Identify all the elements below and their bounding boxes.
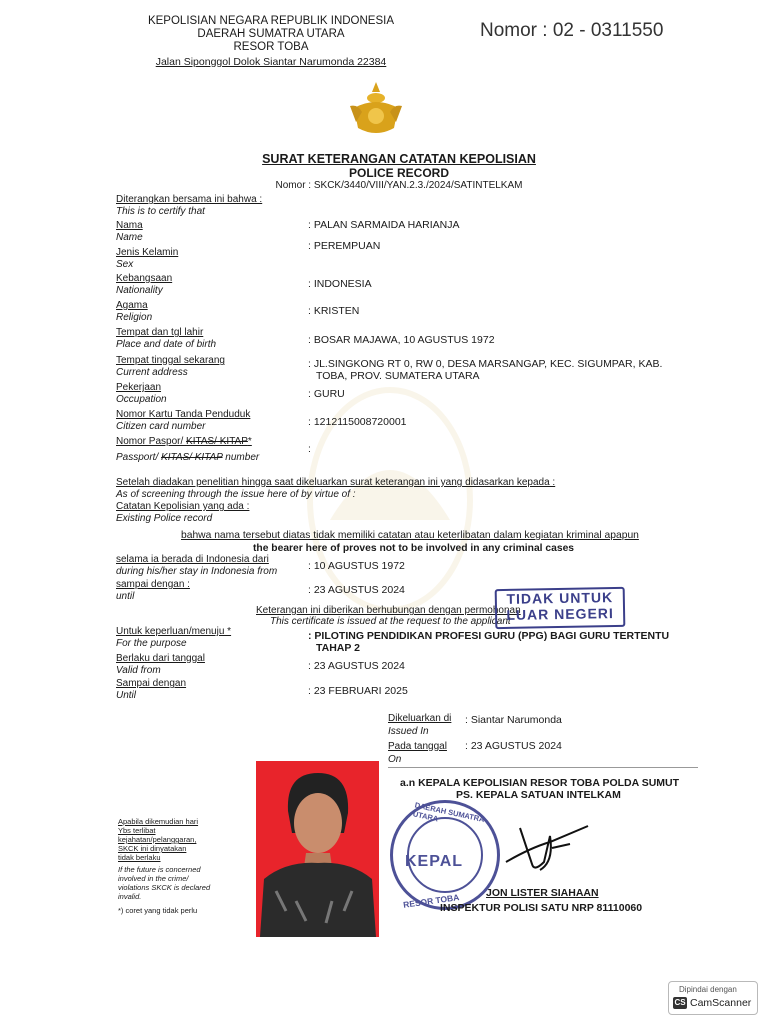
police-crest-icon bbox=[346, 78, 406, 140]
field-sex-value: PEREMPUAN bbox=[313, 240, 381, 252]
divider bbox=[388, 767, 698, 768]
field-passport-label: Nomor Paspor/ KITAS/ KITAP* bbox=[116, 436, 252, 447]
valid-from-value: : 23 AGUSTUS 2024 bbox=[308, 660, 405, 672]
issued-in-label-en: Issued In bbox=[388, 726, 429, 737]
issued-date-label-en: On bbox=[388, 754, 402, 765]
field-passport-label-en: Passport/ KITAS/ KITAP number bbox=[116, 452, 260, 463]
field-nik-label-en: Citizen card number bbox=[116, 421, 206, 432]
purpose-value-line2: TAHAP 2 bbox=[316, 642, 360, 654]
request-en: This certificate is issued at the request to the applicant bbox=[270, 616, 511, 627]
signatory-name: JON LISTER SIAHAAN bbox=[486, 887, 599, 899]
field-address-label-en: Current address bbox=[116, 367, 188, 378]
document-subtitle: POLICE RECORD bbox=[348, 166, 449, 180]
issued-date-value: : 23 AGUSTUS 2024 bbox=[465, 740, 562, 752]
note-footnote: *) coret yang tidak perlu bbox=[118, 906, 198, 915]
field-nationality-label: Kebangsaan bbox=[116, 273, 173, 284]
screening-en: As of screening through the issue here of by virtue of : bbox=[116, 489, 356, 500]
field-address-label: Tempat tinggal sekarang bbox=[116, 355, 225, 366]
note-line6: If the future is concerned bbox=[118, 865, 201, 874]
field-occupation-label: Pekerjaan bbox=[116, 382, 162, 393]
record-statement-id: bahwa nama tersebut diatas tidak memiliki catatan atau keterlibatan dalam kegiatan kriminal apapun bbox=[181, 530, 639, 541]
field-nik-label: Nomor Kartu Tanda Penduduk bbox=[116, 409, 251, 420]
stay-from-value: : 10 AGUSTUS 1972 bbox=[308, 560, 405, 572]
field-sex-label-en: Sex bbox=[116, 259, 134, 270]
note-line9: invalid. bbox=[118, 892, 142, 901]
issued-in-value: : Siantar Narumonda bbox=[465, 714, 562, 726]
header-address: Jalan Siponggol Dolok Siantar Narumonda 22384 bbox=[155, 56, 387, 68]
issued-date-label: Pada tanggal bbox=[388, 741, 447, 752]
note-line5: tidak berlaku bbox=[118, 853, 161, 862]
purpose-value: PILOTING PENDIDIKAN PROFESI GURU (PPG) BAGI GURU TERTENTU bbox=[314, 630, 670, 642]
applicant-portrait-icon bbox=[256, 761, 379, 937]
note-line1: Apabila dikemudian hari bbox=[118, 817, 199, 826]
field-religion-label-en: Religion bbox=[116, 312, 153, 323]
field-birth-label-en: Place and date of birth bbox=[116, 339, 217, 350]
record-id: Catatan Kepolisian yang ada : bbox=[116, 501, 250, 512]
note-line3: kejahatan/pelanggaran, bbox=[118, 835, 197, 844]
valid-from-id: Berlaku dari tanggal bbox=[116, 653, 205, 664]
field-birth-label: Tempat dan tgl lahir bbox=[116, 327, 204, 338]
record-en: Existing Police record bbox=[116, 513, 213, 524]
purpose-en: For the purpose bbox=[116, 638, 187, 649]
note-line2: Ybs terlibat bbox=[118, 826, 156, 835]
request-id: Keterangan ini diberikan berhubungan dengan permohonan bbox=[256, 605, 521, 616]
document-serial-number: Nomor : 02 - 0311550 bbox=[480, 20, 664, 41]
field-address-value: JL.SINGKONG RT 0, RW 0, DESA MARSANGAP, KEC. SIGUMPAR, KAB. bbox=[313, 358, 663, 370]
valid-from-en: Valid from bbox=[116, 665, 161, 676]
field-nationality-value: INDONESIA bbox=[313, 278, 372, 290]
intro-id: Diterangkan bersama ini bahwa : bbox=[116, 194, 263, 205]
field-address-value-line2: TOBA, PROV. SUMATERA UTARA bbox=[316, 370, 480, 382]
valid-until-en: Until bbox=[116, 690, 137, 701]
stay-until-value: : 23 AGUSTUS 2024 bbox=[308, 584, 405, 596]
camscanner-badge: Dipindai dengan CS CamScanner bbox=[668, 981, 758, 1015]
handwritten-signature-icon bbox=[500, 818, 596, 876]
header-line2: DAERAH SUMATRA UTARA bbox=[197, 28, 345, 40]
signature-authority: a.n KEPALA KEPOLISIAN RESOR TOBA POLDA SUMUT bbox=[400, 777, 680, 789]
screening-id: Setelah diadakan penelitian hingga saat dikeluarkan surat keterangan ini yang didasarkan kepada : bbox=[116, 477, 556, 488]
field-nationality-label-en: Nationality bbox=[116, 285, 163, 296]
certificate-number: Nomor : SKCK/3440/VIII/YAN.2.3./2024/SATINTELKAM bbox=[275, 180, 523, 191]
valid-until-value: : 23 FEBRUARI 2025 bbox=[308, 685, 408, 697]
field-name-value: PALAN SARMAIDA HARIANJA bbox=[313, 219, 460, 231]
not-for-abroad-stamp: TIDAK UNTUK LUAR NEGERI bbox=[495, 587, 626, 629]
applicant-photo bbox=[256, 761, 379, 937]
field-name-label-en: Name bbox=[116, 232, 143, 243]
stay-until-id: sampai dengan : bbox=[116, 579, 190, 590]
field-nik-value: 1212115008720001 bbox=[313, 416, 407, 428]
intro-en: This is to certify that bbox=[116, 206, 205, 217]
field-passport-value: : bbox=[308, 443, 311, 455]
issued-in-label: Dikeluarkan di bbox=[388, 713, 452, 724]
header-line3: RESOR TOBA bbox=[233, 41, 309, 53]
field-religion-label: Agama bbox=[116, 300, 148, 311]
field-name-label: Nama bbox=[116, 220, 143, 231]
stay-from-en: during his/her stay in Indonesia from bbox=[116, 566, 278, 577]
camscanner-logo-icon: CS bbox=[674, 998, 686, 1007]
field-occupation-label-en: Occupation bbox=[116, 394, 167, 405]
signature-unit: PS. KEPALA SATUAN INTELKAM bbox=[456, 789, 621, 801]
valid-until-id: Sampai dengan bbox=[116, 678, 187, 689]
field-religion-value: KRISTEN bbox=[313, 305, 360, 317]
signatory-rank: INSPEKTUR POLISI SATU NRP 81110060 bbox=[440, 902, 643, 914]
note-line7: involved in the crime/ bbox=[118, 874, 189, 883]
document-title: SURAT KETERANGAN CATATAN KEPOLISIAN bbox=[262, 152, 536, 166]
header-line1: KEPOLISIAN NEGARA REPUBLIK INDONESIA bbox=[147, 15, 395, 27]
purpose-id: Untuk keperluan/menuju * bbox=[116, 626, 232, 637]
official-seal-stamp: DAERAH SUMATRA UTARA KEPAL RESOR TOBA bbox=[390, 800, 500, 910]
record-statement-en: the bearer here of proves not to be involved in any criminal cases bbox=[253, 543, 575, 554]
field-birth-value: BOSAR MAJAWA, 10 AGUSTUS 1972 bbox=[313, 334, 495, 346]
stay-until-en: until bbox=[116, 591, 135, 602]
note-line4: SKCK ini dinyatakan bbox=[118, 844, 187, 853]
stay-from-id: selama ia berada di Indonesia dari bbox=[116, 554, 269, 565]
field-sex-label: Jenis Kelamin bbox=[116, 247, 179, 258]
field-occupation-value: GURU bbox=[313, 388, 345, 400]
note-line8: violations SKCK is declared bbox=[118, 883, 211, 892]
